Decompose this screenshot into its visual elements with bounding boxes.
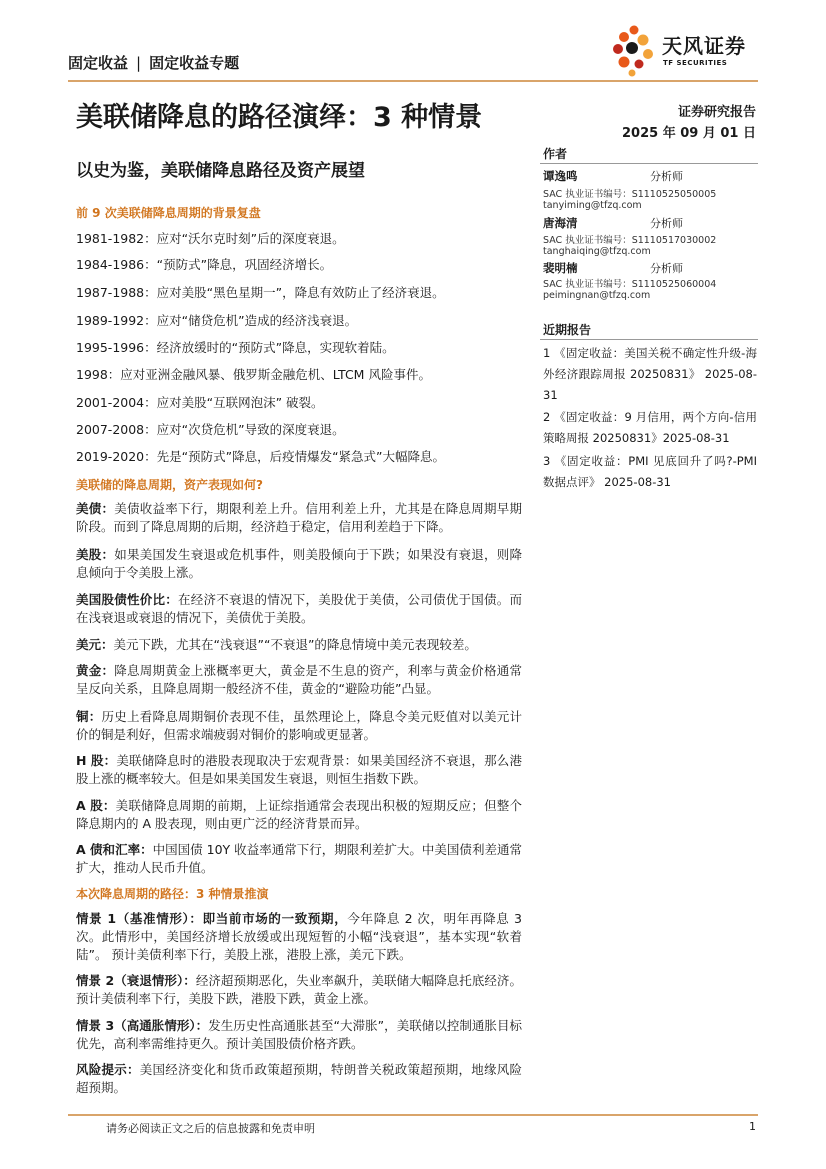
page-title: 美联储降息的路径演绎：3 种情景 (76, 102, 483, 133)
scenario-paragraph (76, 910, 522, 964)
scenario-text: 今年降息 2 次，明年再降息 3 次。此情形中，美国经济增长放缓或出现短暂的小幅“浅衰退”，基本实现“软着陆”。 预计美债利率下行，美股上涨，港股上涨，美元下跌。 (76, 911, 522, 962)
report-date: 2025 年 09 月 01 日 (622, 126, 756, 141)
section-heading-assets: 美联储的降息周期，资产表现如何? (76, 478, 263, 492)
author-email[interactable]: tanyiming@tfzq.com (543, 200, 642, 211)
logo-subtext: TF SECURITIES (663, 59, 728, 67)
asset-text: 中国国债 10Y 收益率通常下行，期限利差扩大。中美国债利差通常扩大，推动人民币升值。 (76, 842, 522, 875)
author-cert: SAC 执业证书编号：S1110525060004 (543, 279, 717, 290)
logo-text: 天风证券 (662, 34, 746, 58)
scenario-paragraph (76, 972, 522, 1008)
risk-text: 美国经济变化和货币政策超预期，特朗普关税政策超预期，地缘风险超预期。 (76, 1062, 522, 1095)
asset-label: 美元： (76, 637, 114, 652)
scenario-label: 情景 1（基准情形）：即当前市场的一致预期， (76, 911, 348, 926)
page-subtitle: 以史为鉴，美联储降息路径及资产展望 (76, 161, 365, 181)
asset-text: 历史上看降息周期铜价表现不佳，虽然理论上，降息令美元贬值对以美元计价的铜是利好，但需求端疲弱对铜价的影响或更显著。 (76, 709, 522, 742)
header-divider (68, 80, 758, 82)
author-name: 谭逸鸣 (543, 169, 578, 183)
list-item: 2001-2004：应对美股“互联网泡沫” 破裂。 (76, 395, 324, 410)
scenario-text: 发生历史性高通胀甚至“大滞胀”，美联储以控制通胀目标优先，高利率需维持更久。预计美国股债价格齐跌。 (76, 1018, 522, 1051)
asset-text: 降息周期黄金上涨概率更大，黄金是不生息的资产，利率与黄金价格通常呈反向关系，且降息周期一般经济不佳，黄金的“避险功能”凸显。 (76, 663, 522, 696)
list-item: 1995-1996：经济放缓时的“预防式”降息，实现软着陆。 (76, 340, 395, 355)
list-item: 1987-1988：应对美股“黑色星期一”，降息有效防止了经济衰退。 (76, 285, 445, 300)
section-heading-scenarios: 本次降息周期的路径：3 种情景推演 (76, 887, 269, 901)
author-name: 唐海清 (543, 216, 578, 230)
asset-text: 美联储降息时的港股表现取决于宏观背景：如果美国经济不衰退，那么港股上涨的概率较大。但是如果美国发生衰退，则恒生指数下跌。 (76, 753, 522, 786)
subcategory-label: 固定收益专题 (149, 54, 240, 72)
asset-label: 美国股债性价比： (76, 592, 178, 607)
asset-paragraph (76, 500, 522, 536)
recent-report-link[interactable]: 2 《固定收益：9 月信用，两个方向-信用策略周报 20250831》2025-08-31 (543, 410, 757, 445)
authors-heading: 作者 (543, 147, 568, 161)
authors-divider (540, 163, 758, 164)
author-cert: SAC 执业证书编号：S1110525050005 (543, 189, 717, 200)
scenario-paragraph (76, 1017, 522, 1053)
asset-text: 美元下跌，尤其在“浅衰退”“不衰退”的降息情境中美元表现较差。 (113, 637, 477, 652)
asset-paragraph (76, 591, 522, 627)
asset-paragraph (76, 797, 522, 833)
asset-label: H 股： (76, 753, 117, 768)
recent-divider (540, 339, 758, 340)
author-role: 分析师 (650, 262, 683, 275)
risk-warning (76, 1061, 522, 1097)
scenario-text: 经济超预期恶化，失业率飙升，美联储大幅降息托底经济。预计美债利率下行，美股下跌，港股下跌，黄金上涨。 (76, 973, 522, 1006)
footer-disclaimer: 请务必阅读正文之后的信息披露和免责申明 (106, 1122, 315, 1135)
asset-label: 美股： (76, 547, 115, 562)
author-cert: SAC 执业证书编号：S1110517030002 (543, 235, 717, 246)
asset-paragraph (76, 546, 522, 582)
report-type: 证券研究报告 (677, 105, 756, 120)
scenario-label: 情景 3（高通胀情形）： (76, 1018, 209, 1033)
footer-divider (68, 1114, 758, 1116)
asset-label: 美债： (76, 501, 115, 516)
author-role: 分析师 (650, 217, 683, 230)
asset-paragraph (76, 636, 522, 654)
list-item: 1989-1992：应对“储贷危机”造成的经济浅衰退。 (76, 313, 358, 328)
author-name: 裴明楠 (543, 261, 578, 275)
risk-label: 风险提示： (76, 1062, 140, 1077)
list-item: 2019-2020：先是“预防式”降息，后疫情爆发“紧急式”大幅降息。 (76, 449, 446, 464)
page-number: 1 (749, 1120, 756, 1133)
category-separator: | (136, 54, 142, 72)
asset-text: 美债收益率下行，期限利差上升。信用利差上升，尤其是在降息周期早期阶段。而到了降息周期的后期，经济趋于稳定，信用利差趋于下降。 (76, 501, 522, 534)
author-role: 分析师 (650, 170, 683, 183)
recent-report-link[interactable]: 1 《固定收益：美国关税不确定性升级-海外经济跟踪周报 20250831》 2025-08-31 (543, 346, 757, 402)
section-heading-background: 前 9 次美联储降息周期的背景复盘 (76, 206, 261, 220)
scenario-label: 情景 2（衰退情形）： (76, 973, 196, 988)
asset-text: 如果美国发生衰退或危机事件，则美股倾向于下跌；如果没有衰退，则降息倾向于令美股上涨。 (76, 547, 522, 580)
category-label: 固定收益 (68, 54, 129, 72)
list-item: 2007-2008：应对“次贷危机”导致的深度衰退。 (76, 422, 345, 437)
recent-report-link[interactable]: 3 《固定收益：PMI 见底回升了吗?-PMI 数据点评》 2025-08-31 (543, 454, 757, 489)
asset-paragraph (76, 841, 522, 877)
author-email[interactable]: tanghaiqing@tfzq.com (543, 246, 651, 257)
asset-paragraph (76, 752, 522, 788)
asset-label: 铜： (76, 709, 102, 724)
asset-label: A 债和汇率： (76, 842, 153, 857)
recent-reports-heading: 近期报告 (543, 323, 592, 337)
report-category (68, 52, 239, 73)
author-email[interactable]: peimingnan@tfzq.com (543, 290, 651, 301)
list-item: 1981-1982：应对“沃尔克时刻”后的深度衰退。 (76, 231, 345, 246)
asset-label: 黄金： (76, 663, 115, 678)
asset-paragraph (76, 708, 522, 744)
list-item: 1998：应对亚洲金融风暴、俄罗斯金融危机、LTCM 风险事件。 (76, 367, 431, 382)
asset-paragraph (76, 662, 522, 698)
asset-text: 在经济不衰退的情况下，美股优于美债，公司债优于国债。而在浅衰退或衰退的情况下，美债优于美股。 (76, 592, 522, 625)
list-item: 1984-1986：“预防式”降息，巩固经济增长。 (76, 257, 333, 272)
asset-label: A 股： (76, 798, 116, 813)
asset-text: 美联储降息周期的前期，上证综指通常会表现出积极的短期反应；但整个降息期内的 A 股表现，则由更广泛的经济背景而异。 (76, 798, 522, 831)
